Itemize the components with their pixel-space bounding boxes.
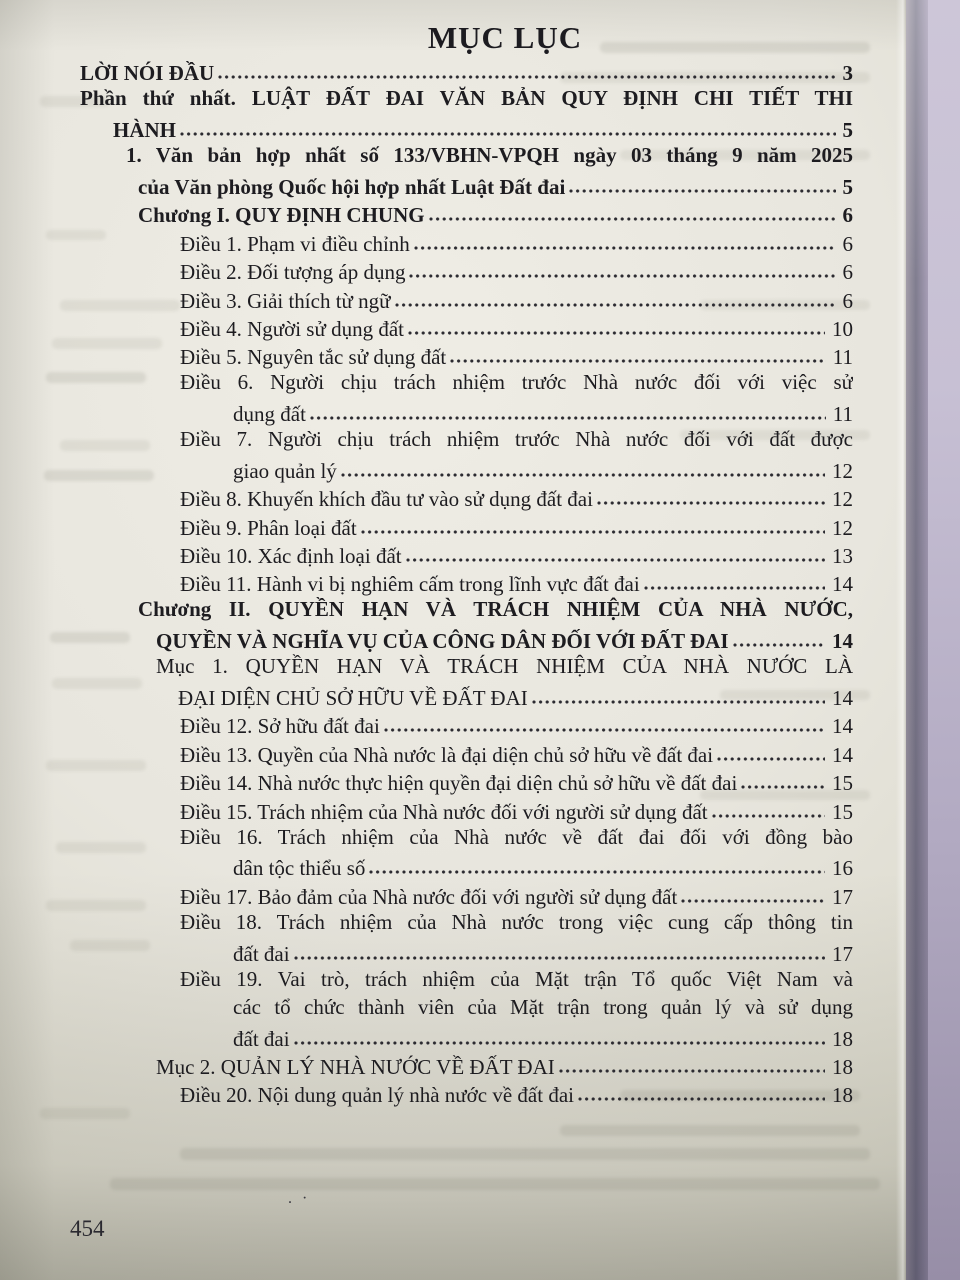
page-number: 454 bbox=[70, 1216, 105, 1241]
toc-entry-text: Điều 17. Bảo đảm của Nhà nước đối với người sử dụng đất bbox=[180, 884, 678, 909]
toc-page-number: 6 bbox=[842, 288, 853, 313]
toc-entry-text: Điều 13. Quyền của Nhà nước là đại diện chủ sở hữu về đất đai bbox=[180, 742, 714, 767]
toc-entry-text: QUYỀN VÀ NGHĨA VỤ CỦA CÔNG DÂN ĐỐI VỚI ĐẤT ĐAI bbox=[156, 629, 729, 654]
toc-entry bbox=[0, 426, 853, 483]
toc-entry-text: Điều 4. Người sử dụng đất bbox=[180, 316, 405, 341]
toc-entry bbox=[0, 880, 853, 908]
footer-mark: . · bbox=[288, 1190, 311, 1207]
toc-entry-text: giao quản lý bbox=[233, 458, 337, 483]
toc-entry-text: Điều 14. Nhà nước thực hiện quyền đại diện chủ sở hữu về đất đai bbox=[180, 771, 738, 796]
toc-page-number: 11 bbox=[832, 402, 853, 427]
toc-entry bbox=[0, 511, 853, 539]
toc-page-number: 17 bbox=[832, 884, 853, 909]
toc-entry bbox=[0, 767, 853, 795]
toc-entry bbox=[0, 738, 853, 766]
dot-leader bbox=[290, 1022, 828, 1050]
toc-entry bbox=[0, 341, 853, 369]
toc-entry-text: Điều 2. Đối tượng áp dụng bbox=[180, 260, 406, 285]
toc-entry-text: Chương II. QUYỀN HẠN VÀ TRÁCH NHIỆM CỦA NHÀ NƯỚC, bbox=[138, 597, 853, 622]
toc-entry-text: đất đai bbox=[233, 1026, 290, 1051]
toc-entry bbox=[0, 909, 853, 966]
toc-entry-text: 1. Văn bản hợp nhất số 133/VBHN-VPQH ngày 03 tháng 9 năm 2025 bbox=[126, 143, 853, 168]
toc-page-number: 10 bbox=[832, 316, 853, 341]
dot-leader bbox=[729, 625, 828, 653]
dot-leader bbox=[405, 256, 838, 284]
dot-leader bbox=[737, 767, 828, 795]
toc-page-number: 14 bbox=[832, 714, 853, 739]
dot-leader bbox=[380, 710, 828, 738]
dot-leader bbox=[677, 880, 828, 908]
dot-leader bbox=[593, 483, 828, 511]
toc-entry bbox=[0, 596, 853, 653]
dot-leader bbox=[528, 682, 828, 710]
toc-page-number: 14 bbox=[832, 629, 853, 654]
toc-entry-text: Điều 18. Trách nhiệm của Nhà nước trong việc cung cấp thông tin bbox=[180, 909, 853, 934]
dot-leader bbox=[214, 57, 838, 85]
toc-page-number: 5 bbox=[842, 174, 853, 199]
toc-entry bbox=[0, 284, 853, 312]
page-edge-shadow bbox=[906, 0, 928, 1280]
dot-leader bbox=[306, 398, 829, 426]
toc-page-number: 11 bbox=[832, 345, 853, 370]
toc-page-number: 5 bbox=[842, 118, 853, 143]
toc-entry-text: Điều 16. Trách nhiệm của Nhà nước về đất đai đối với đồng bào bbox=[180, 824, 853, 849]
toc-entry bbox=[0, 313, 853, 341]
toc-entry bbox=[0, 85, 853, 142]
toc-entry bbox=[0, 653, 853, 710]
toc-page-number: 12 bbox=[832, 487, 853, 512]
dot-leader bbox=[391, 284, 839, 312]
toc-page-number: 18 bbox=[832, 1026, 853, 1051]
toc-entry-text: Điều 11. Hành vi bị nghiêm cấm trong lĩnh vực đất đai bbox=[180, 572, 640, 597]
dot-leader bbox=[640, 568, 828, 596]
toc-entry-text: Điều 5. Nguyên tắc sử dụng đất bbox=[180, 345, 447, 370]
toc-entry-text: LỜI NÓI ĐẦU bbox=[80, 61, 215, 86]
toc-entry-text: HÀNH bbox=[113, 118, 176, 143]
toc-page-number: 6 bbox=[842, 260, 853, 285]
dot-leader bbox=[176, 114, 839, 142]
toc-entry-text: dụng đất bbox=[233, 402, 306, 427]
dot-leader bbox=[365, 852, 828, 880]
toc-entry bbox=[0, 540, 853, 568]
dot-leader bbox=[446, 341, 829, 369]
toc-page-number: 12 bbox=[832, 458, 853, 483]
toc-entry-text: Mục 1. QUYỀN HẠN VÀ TRÁCH NHIỆM CỦA NHÀ NƯỚC LÀ bbox=[156, 654, 853, 679]
toc-entry bbox=[0, 710, 853, 738]
toc-entry-text: đất đai bbox=[233, 941, 290, 966]
toc-page-number: 14 bbox=[832, 685, 853, 710]
toc-entry-text: Chương I. QUY ĐỊNH CHUNG bbox=[138, 203, 425, 228]
dot-leader bbox=[713, 738, 828, 766]
toc-page-number: 15 bbox=[832, 799, 853, 824]
toc-page-number: 17 bbox=[832, 941, 853, 966]
toc-page-number: 6 bbox=[842, 203, 853, 228]
toc-entry-text: Điều 8. Khuyến khích đầu tư vào sử dụng đất đai bbox=[180, 487, 593, 512]
toc-entry-text: dân tộc thiểu số bbox=[233, 856, 366, 881]
toc-entry bbox=[0, 824, 853, 881]
toc-entry-text: các tổ chức thành viên của Mặt trận trong quản lý và sử dụng bbox=[233, 994, 853, 1019]
toc-page-number: 6 bbox=[842, 231, 853, 256]
toc-page-number: 18 bbox=[832, 1055, 853, 1080]
toc-page-number: 16 bbox=[832, 856, 853, 881]
dot-leader bbox=[357, 511, 828, 539]
toc-entry bbox=[0, 227, 853, 255]
toc-entry-text: Điều 20. Nội dung quản lý nhà nước về đất đai bbox=[180, 1083, 574, 1108]
dot-leader bbox=[404, 313, 828, 341]
toc-entry bbox=[0, 1051, 853, 1079]
toc-entry-text: Điều 1. Phạm vi điều chỉnh bbox=[180, 231, 410, 256]
toc-entry-text: Điều 12. Sở hữu đất đai bbox=[180, 714, 380, 739]
toc-entry bbox=[0, 57, 853, 85]
toc-entry-text: Điều 3. Giải thích từ ngữ bbox=[180, 288, 391, 313]
toc-page-number: 3 bbox=[842, 61, 853, 86]
dot-leader bbox=[410, 227, 839, 255]
toc-page-number: 13 bbox=[832, 544, 853, 569]
toc-entry bbox=[0, 199, 853, 227]
toc-entry bbox=[0, 256, 853, 284]
table-of-contents bbox=[0, 57, 853, 1107]
toc-entry bbox=[0, 568, 853, 596]
toc-entry-text: của Văn phòng Quốc hội hợp nhất Luật Đất đai bbox=[138, 174, 566, 199]
toc-entry bbox=[0, 483, 853, 511]
toc-entry-text: Điều 15. Trách nhiệm của Nhà nước đối với người sử dụng đất bbox=[180, 799, 708, 824]
dot-leader bbox=[565, 171, 838, 199]
toc-entry bbox=[0, 966, 853, 1051]
dot-leader bbox=[337, 454, 828, 482]
page-title: MỤC LỤC bbox=[427, 20, 583, 55]
toc-entry-text: Mục 2. QUẢN LÝ NHÀ NƯỚC VỀ ĐẤT ĐAI bbox=[156, 1055, 555, 1080]
toc-entry-text: Phần thứ nhất. LUẬT ĐẤT ĐAI VĂN BẢN QUY ĐỊNH CHI TIẾT THI bbox=[80, 86, 853, 111]
toc-page-number: 12 bbox=[832, 515, 853, 540]
dot-leader bbox=[574, 1079, 828, 1107]
toc-page-number: 15 bbox=[832, 771, 853, 796]
toc-entry-text: Điều 7. Người chịu trách nhiệm trước Nhà nước đối với đất được bbox=[180, 427, 853, 452]
dot-leader bbox=[425, 199, 839, 227]
toc-entry-text: Điều 6. Người chịu trách nhiệm trước Nhà nước đối với việc sử bbox=[180, 370, 853, 395]
toc-entry-text: Điều 19. Vai trò, trách nhiệm của Mặt trận Tổ quốc Việt Nam và bbox=[180, 966, 853, 991]
toc-entry-text: Điều 9. Phân loại đất bbox=[180, 515, 357, 540]
toc-entry bbox=[0, 142, 853, 199]
toc-entry-text: ĐẠI DIỆN CHỦ SỞ HỮU VỀ ĐẤT ĐAI bbox=[178, 685, 528, 710]
dot-leader bbox=[290, 937, 828, 965]
dot-leader bbox=[555, 1051, 828, 1079]
toc-entry bbox=[0, 1079, 853, 1107]
toc-page-number: 18 bbox=[832, 1083, 853, 1108]
dot-leader bbox=[402, 540, 828, 568]
toc-page-number: 14 bbox=[832, 572, 853, 597]
toc-entry bbox=[0, 795, 853, 823]
dot-leader bbox=[708, 795, 828, 823]
toc-page-number: 14 bbox=[832, 742, 853, 767]
toc-entry-text: Điều 10. Xác định loại đất bbox=[180, 544, 402, 569]
toc-entry bbox=[0, 369, 853, 426]
